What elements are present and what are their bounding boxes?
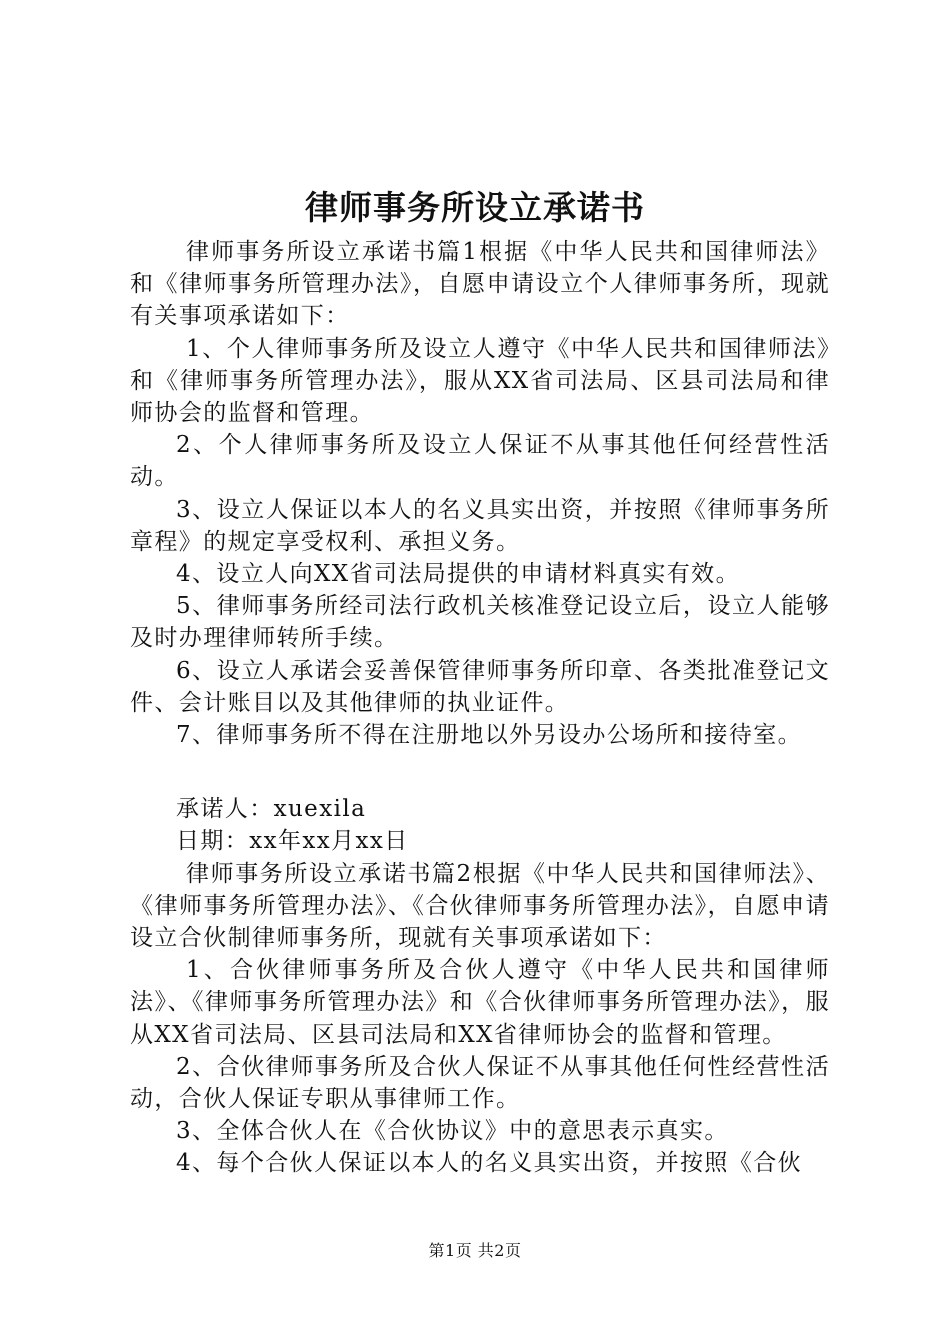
- part1-item: 6、设立人承诺会妥善保管律师事务所印章、各类批准登记文件、会计账目以及其他律师的执业证件。: [130, 657, 830, 716]
- part1-intro: 律师事务所设立承诺书篇1根据《中华人民共和国律师法》和《律师事务所管理办法》，自愿申请设立个人律师事务所，现就有关事项承诺如下：: [130, 239, 830, 330]
- part1-item: 2、个人律师事务所及设立人保证不从事其他任何经营性活动。: [130, 432, 830, 491]
- part1-item: 4、设立人向XX省司法局提供的申请材料真实有效。: [176, 561, 740, 588]
- part2-item: 1、合伙律师事务所及合伙人遵守《中华人民共和国律师法》、《律师事务所管理办法》和《合伙律师事务所管理办法》，服从XX省司法局、区县司法局和XX省律师协会的监督和管理。: [130, 957, 830, 1048]
- part2-item: 4、每个合伙人保证以本人的名义具实出资，并按照《合伙: [176, 1150, 803, 1177]
- part1-item: 5、律师事务所经司法行政机关核准登记设立后，设立人能够及时办理律师转所手续。: [130, 593, 830, 652]
- part1-item: 7、律师事务所不得在注册地以外另设办公场所和接待室。: [176, 722, 803, 749]
- part1-item: 3、设立人保证以本人的名义具实出资，并按照《律师事务所章程》的规定享受权利、承担义务。: [130, 496, 830, 555]
- document-body: [130, 236, 830, 1180]
- part2-item: 3、全体合伙人在《合伙协议》中的意思表示真实。: [176, 1118, 729, 1145]
- part1-item: 1、个人律师事务所及设立人遵守《中华人民共和国律师法》和《律师事务所管理办法》，服从XX省司法局、区县司法局和律师协会的监督和管理。: [130, 335, 830, 427]
- document-title: 律师事务所设立承诺书: [305, 188, 645, 227]
- part2-intro: 律师事务所设立承诺书篇2根据《中华人民共和国律师法》、《律师事务所管理办法》、《合伙律师事务所管理办法》，自愿申请设立合伙制律师事务所，现就有关事项承诺如下：: [130, 860, 830, 952]
- date-line: 日期：xx年xx月xx日: [176, 828, 409, 855]
- signer-line: 承诺人：xuexila: [176, 796, 367, 823]
- part2-item: 2、合伙律师事务所及合伙人保证不从事其他任何性经营性活动，合伙人保证专职从事律师工作。: [130, 1053, 830, 1113]
- page-footer: 第1页 共2页: [428, 1241, 522, 1260]
- blank-line: [130, 751, 830, 793]
